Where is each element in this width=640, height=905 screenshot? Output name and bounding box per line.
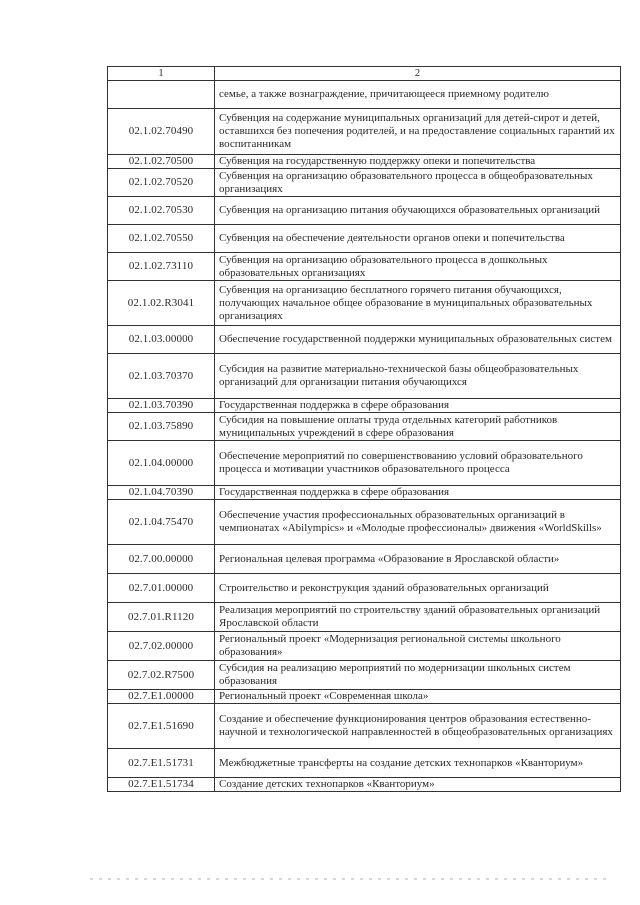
description-cell: Субвенция на государственную поддержку опеки и попечительства <box>215 155 621 169</box>
table-row <box>108 545 621 574</box>
description-cell: Региональный проект «Модернизация региональной системы школьного образования» <box>215 632 621 661</box>
budget-code-cell <box>108 81 215 109</box>
budget-code-cell: 02.7.E1.51690 <box>108 704 215 749</box>
description-cell: Создание детских технопарков «Кванториум» <box>215 778 621 792</box>
description-cell: Межбюджетные трансферты на создание детских технопарков «Кванториум» <box>215 749 621 778</box>
description-cell: Государственная поддержка в сфере образования <box>215 399 621 413</box>
budget-code-cell: 02.7.01.00000 <box>108 574 215 603</box>
budget-code-cell: 02.7.02.00000 <box>108 632 215 661</box>
table-row <box>108 704 621 749</box>
column-header-text: 2 <box>215 67 621 81</box>
table-row <box>108 486 621 500</box>
description-cell: Региональная целевая программа «Образование в Ярославской области» <box>215 545 621 574</box>
budget-code-cell: 02.1.02.70490 <box>108 109 215 155</box>
budget-code-cell: 02.1.02.70550 <box>108 225 215 253</box>
description-cell: семье, а также вознаграждение, причитающееся приемному родителю <box>215 81 621 109</box>
description-cell: Обеспечение мероприятий по совершенствованию условий образовательного процесса и мотивации участников образовательного процесса <box>215 441 621 486</box>
budget-code-cell: 02.1.02.R3041 <box>108 281 215 326</box>
table-body <box>108 67 621 792</box>
budget-code-cell: 02.7.01.R1120 <box>108 603 215 632</box>
table-row <box>108 281 621 326</box>
budget-code-cell: 02.7.E1.00000 <box>108 690 215 704</box>
budget-code-cell: 02.7.E1.51734 <box>108 778 215 792</box>
scan-artifact-line <box>90 878 610 880</box>
description-cell: Создание и обеспечение функционирования центров образования естественно-научной и технологической направленностей в общеобразовательных организациях <box>215 704 621 749</box>
description-cell: Государственная поддержка в сфере образования <box>215 486 621 500</box>
table-row <box>108 690 621 704</box>
table-row <box>108 632 621 661</box>
description-cell: Региональный проект «Современная школа» <box>215 690 621 704</box>
table-row <box>108 603 621 632</box>
description-cell: Обеспечение участия профессиональных образовательных организаций в чемпионатах «Abilympics» и «Молодые профессионалы» движения «WorldSkills» <box>215 500 621 545</box>
budget-code-cell: 02.7.E1.51731 <box>108 749 215 778</box>
description-cell: Обеспечение государственной поддержки муниципальных образовательных систем <box>215 326 621 354</box>
budget-code-cell: 02.1.02.70520 <box>108 169 215 197</box>
description-cell: Субсидия на реализацию мероприятий по модернизации школьных систем образования <box>215 661 621 690</box>
budget-code-cell: 02.1.03.75890 <box>108 413 215 441</box>
table-row <box>108 197 621 225</box>
budget-code-cell: 02.1.03.70370 <box>108 354 215 399</box>
table-row <box>108 155 621 169</box>
table-row <box>108 326 621 354</box>
budget-code-cell: 02.1.02.70530 <box>108 197 215 225</box>
budget-code-cell: 02.1.04.70390 <box>108 486 215 500</box>
table-row <box>108 169 621 197</box>
table-row <box>108 778 621 792</box>
table-row <box>108 253 621 281</box>
description-cell: Субвенция на организацию образовательного процесса в общеобразовательных организациях <box>215 169 621 197</box>
table-row <box>108 81 621 109</box>
description-cell: Субсидия на повышение оплаты труда отдельных категорий работников муниципальных учреждений в сфере образования <box>215 413 621 441</box>
budget-code-cell: 02.1.02.73110 <box>108 253 215 281</box>
budget-code-cell: 02.1.03.00000 <box>108 326 215 354</box>
column-number-row <box>108 67 621 81</box>
table-row <box>108 413 621 441</box>
description-cell: Субвенция на организацию питания обучающихся образовательных организаций <box>215 197 621 225</box>
table-row <box>108 225 621 253</box>
budget-code-cell: 02.1.03.70390 <box>108 399 215 413</box>
budget-code-cell: 02.1.02.70500 <box>108 155 215 169</box>
description-cell: Реализация мероприятий по строительству зданий образовательных организаций Ярославской области <box>215 603 621 632</box>
description-cell: Субвенция на организацию бесплатного горячего питания обучающихся, получающих начальное общее образование в муниципальных образовательных организациях <box>215 281 621 326</box>
budget-code-cell: 02.7.00.00000 <box>108 545 215 574</box>
budget-code-cell: 02.1.04.00000 <box>108 441 215 486</box>
table-row <box>108 399 621 413</box>
description-cell: Субвенция на обеспечение деятельности органов опеки и попечительства <box>215 225 621 253</box>
description-cell: Субсидия на развитие материально-технической базы общеобразовательных организаций для организации питания обучающихся <box>215 354 621 399</box>
column-header-code: 1 <box>108 67 215 81</box>
table-row <box>108 500 621 545</box>
description-cell: Субвенция на организацию образовательного процесса в дошкольных образовательных организациях <box>215 253 621 281</box>
table-row <box>108 574 621 603</box>
table-row <box>108 109 621 155</box>
budget-code-cell: 02.1.04.75470 <box>108 500 215 545</box>
description-cell: Строительство и реконструкция зданий образовательных организаций <box>215 574 621 603</box>
budget-code-table <box>107 66 621 792</box>
description-cell: Субвенция на содержание муниципальных организаций для детей-сирот и детей, оставшихся без попечения родителей, и на предоставление социальных гарантий их воспитанникам <box>215 109 621 155</box>
table-row <box>108 441 621 486</box>
table-row <box>108 749 621 778</box>
budget-code-cell: 02.7.02.R7500 <box>108 661 215 690</box>
table-row <box>108 661 621 690</box>
table-row <box>108 354 621 399</box>
